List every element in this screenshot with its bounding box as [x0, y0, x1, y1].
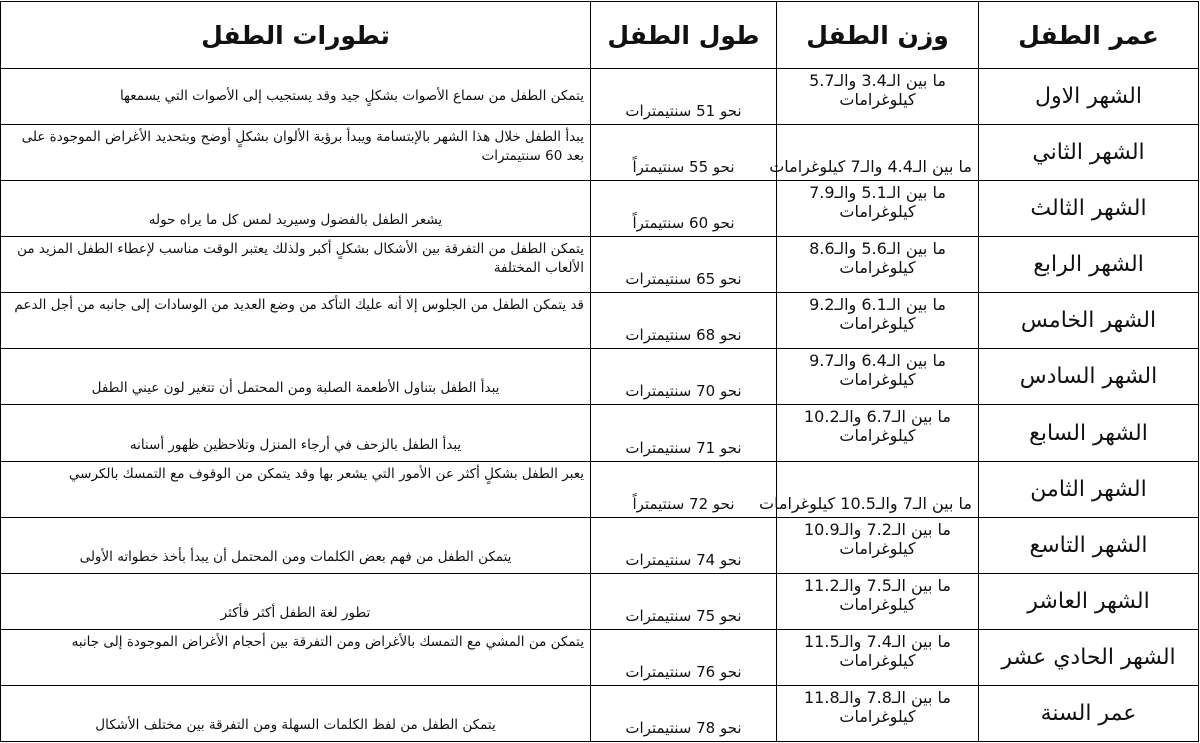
weight-line: كيلوغرامات — [839, 202, 916, 222]
table-row — [1, 125, 1199, 181]
height-cell: نحو 68 سنتيمترات — [591, 293, 777, 349]
age-cell: الشهر السابع — [979, 405, 1199, 461]
table-row — [1, 349, 1199, 405]
weight-line: كيلوغرامات — [839, 538, 916, 558]
weight-cell — [759, 461, 979, 517]
development-cell: يعبر الطفل بشكلٍ أكثر عن الأمور التي يشعر بها وقد يتمكن من الوقوف مع التمسك بالكرسي — [1, 461, 591, 517]
table-row — [1, 629, 1199, 685]
age-cell: الشهر العاشر — [979, 573, 1199, 629]
weight-line: كيلوغرامات — [839, 90, 916, 109]
weight-cell — [777, 293, 979, 349]
table-row — [1, 573, 1199, 629]
development-cell: يتمكن الطفل من فهم بعض الكلمات ومن المحتمل أن يبدأ بأخذ خطواته الأولى — [1, 517, 591, 573]
development-cell: يبدأ الطفل بتناول الأطعمة الصلبة ومن المحتمل أن تتغير لون عيني الطفل — [1, 349, 591, 405]
weight-line: كيلوغرامات — [839, 650, 916, 670]
table-row — [1, 237, 1199, 293]
weight-line: ما بين الـ7 والـ10.5 كيلوغرامات — [759, 493, 972, 513]
weight-cell — [777, 685, 979, 741]
height-cell: نحو 51 سنتيمترات — [591, 69, 777, 125]
age-cell: عمر السنة — [979, 685, 1199, 741]
header-weight: وزن الطفل — [777, 2, 979, 69]
weight-cell — [777, 69, 979, 125]
height-cell: نحو 75 سنتيمترات — [591, 573, 777, 629]
age-cell: الشهر الرابع — [979, 237, 1199, 293]
table-row — [1, 405, 1199, 461]
age-cell: الشهر السادس — [979, 349, 1199, 405]
height-cell: نحو 65 سنتيمترات — [591, 237, 777, 293]
weight-cell — [777, 181, 979, 237]
weight-line: كيلوغرامات — [839, 258, 916, 278]
weight-line: ما بين الـ7.4 والـ11.5 — [804, 631, 951, 651]
development-cell: يتمكن الطفل من لفظ الكلمات السهلة ومن التفرقة بين مختلف الأشكال — [1, 685, 591, 741]
age-cell: الشهر الاول — [979, 69, 1199, 125]
table-row — [1, 517, 1199, 573]
weight-cell — [777, 237, 979, 293]
weight-line: كيلوغرامات — [839, 370, 916, 390]
weight-line: ما بين الـ7.8 والـ11.8 — [804, 687, 951, 707]
development-cell: قد يتمكن الطفل من الجلوس إلا أنه عليك التأكد من وضع العديد من الوسادات إلى جانبه من أجل الدعم — [1, 293, 591, 349]
development-cell: يبدأ الطفل خلال هذا الشهر بالإبتسامة ويبدأ برؤية الألوان بشكلٍ أوضح وبتحديد الأغراض الموجودة على بعد 60 سنتيمترات — [1, 125, 591, 181]
height-cell: نحو 74 سنتيمترات — [591, 517, 777, 573]
development-cell: تطور لغة الطفل أكثر فأكثر — [1, 573, 591, 629]
weight-line: ما بين الـ6.1 والـ9.2 — [809, 295, 946, 315]
header-height: طول الطفل — [591, 2, 777, 69]
height-cell: نحو 78 سنتيمترات — [591, 685, 777, 741]
weight-cell — [777, 349, 979, 405]
height-cell: نحو 60 سنتيمتراً — [591, 181, 777, 237]
weight-line: كيلوغرامات — [839, 594, 916, 614]
development-cell: يشعر الطفل بالفضول وسيريد لمس كل ما يراه حوله — [1, 181, 591, 237]
weight-line: كيلوغرامات — [839, 426, 916, 446]
age-cell: الشهر الثالث — [979, 181, 1199, 237]
weight-line: ما بين الـ6.4 والـ9.7 — [809, 351, 946, 371]
weight-line: ما بين الـ3.4 والـ5.7 — [809, 71, 946, 90]
age-cell: الشهر الثاني — [979, 125, 1199, 181]
weight-cell — [777, 405, 979, 461]
header-development: تطورات الطفل — [1, 2, 591, 69]
weight-cell — [777, 517, 979, 573]
weight-line: كيلوغرامات — [839, 314, 916, 334]
height-cell: نحو 55 سنتيمتراً — [591, 125, 777, 181]
weight-line: ما بين الـ7.5 والـ11.2 — [804, 575, 951, 595]
weight-line: ما بين الـ4.4 والـ7 كيلوغرامات — [769, 157, 972, 177]
table-row — [1, 69, 1199, 125]
height-cell: نحو 72 سنتيمتراً — [591, 461, 777, 517]
table-row — [1, 461, 1199, 517]
weight-line: ما بين الـ5.1 والـ7.9 — [809, 183, 946, 203]
height-cell: نحو 76 سنتيمترات — [591, 629, 777, 685]
development-cell: يتمكن من المشي مع التمسك بالأغراض ومن التفرقة بين أحجام الأغراض الموجودة إلى جانبه — [1, 629, 591, 685]
weight-line: كيلوغرامات — [839, 706, 916, 726]
header-age: عمر الطفل — [979, 2, 1199, 69]
table-row — [1, 293, 1199, 349]
table-row — [1, 685, 1199, 741]
weight-cell — [777, 573, 979, 629]
height-cell: نحو 71 سنتيمترات — [591, 405, 777, 461]
development-cell: يتمكن الطفل من التفرقة بين الأشكال بشكلٍ أكبر ولذلك يعتبر الوقت مناسب لإعطاء الطفل المزيد من الألعاب المختلفة — [1, 237, 591, 293]
weight-line: ما بين الـ7.2 والـ10.9 — [804, 519, 951, 539]
age-cell: الشهر الثامن — [979, 461, 1199, 517]
weight-cell — [769, 125, 979, 181]
age-cell: الشهر الخامس — [979, 293, 1199, 349]
weight-line: ما بين الـ5.6 والـ8.6 — [809, 239, 946, 259]
header-row — [1, 2, 1199, 69]
weight-cell — [777, 629, 979, 685]
age-cell: الشهر التاسع — [979, 517, 1199, 573]
baby-growth-table — [0, 1, 1199, 742]
weight-line: ما بين الـ6.7 والـ10.2 — [804, 407, 951, 427]
development-cell: يتمكن الطفل من سماع الأصوات بشكلٍ جيد وقد يستجيب إلى الأصوات التي يسمعها — [1, 69, 591, 125]
table-row — [1, 181, 1199, 237]
age-cell: الشهر الحادي عشر — [979, 629, 1199, 685]
development-cell: يبدأ الطفل بالزحف في أرجاء المنزل وتلاحظين ظهور أسنانه — [1, 405, 591, 461]
height-cell: نحو 70 سنتيمترات — [591, 349, 777, 405]
